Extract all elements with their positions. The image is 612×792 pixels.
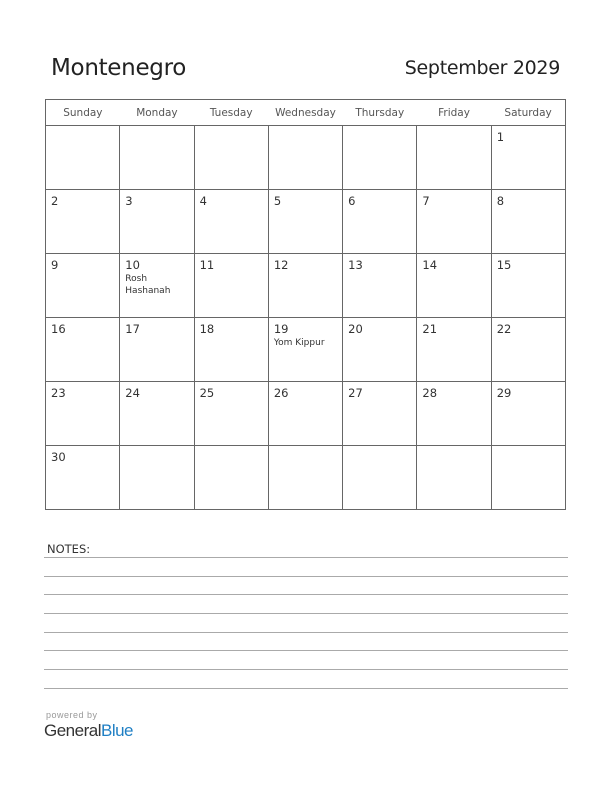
note-line xyxy=(44,669,568,670)
day-number: 4 xyxy=(199,194,207,208)
day-cell[interactable] xyxy=(268,318,342,382)
holiday-label: Rosh Hashanah xyxy=(125,274,171,296)
day-number: 25 xyxy=(199,386,215,400)
day-cell[interactable] xyxy=(46,126,120,190)
day-cell[interactable] xyxy=(120,126,194,190)
day-cell[interactable] xyxy=(417,318,491,382)
week-row xyxy=(46,318,566,382)
day-number: 15 xyxy=(496,258,512,272)
day-number: 9 xyxy=(51,258,59,272)
day-number: 5 xyxy=(273,194,282,208)
weekday-header: Wednesday xyxy=(268,100,342,126)
day-number: 27 xyxy=(348,386,363,400)
day-number: 28 xyxy=(422,386,438,400)
weekday-header: Saturday xyxy=(491,100,565,126)
week-row xyxy=(46,190,566,254)
day-cell[interactable] xyxy=(194,446,268,510)
notes-label: NOTES: xyxy=(47,542,91,556)
day-number: 30 xyxy=(51,450,66,464)
calendar-month-title: September 2029 xyxy=(404,57,560,79)
day-cell[interactable] xyxy=(417,254,491,318)
day-cell[interactable] xyxy=(343,126,417,190)
weekday-header: Sunday xyxy=(46,100,120,126)
day-cell[interactable] xyxy=(268,382,342,446)
day-cell[interactable] xyxy=(491,382,565,446)
day-cell[interactable] xyxy=(120,318,194,382)
day-cell[interactable] xyxy=(417,382,491,446)
day-cell[interactable] xyxy=(268,126,342,190)
day-number: 11 xyxy=(199,258,215,272)
day-cell[interactable] xyxy=(46,318,120,382)
day-cell[interactable] xyxy=(268,446,342,510)
day-number: 18 xyxy=(199,322,215,336)
day-number: 20 xyxy=(348,322,363,336)
day-cell[interactable] xyxy=(343,254,417,318)
day-number: 21 xyxy=(422,322,438,336)
note-line xyxy=(44,594,568,595)
day-number: 22 xyxy=(496,322,512,336)
day-cell[interactable] xyxy=(120,382,194,446)
day-cell[interactable] xyxy=(491,446,565,510)
day-cell[interactable] xyxy=(46,446,120,510)
day-number: 13 xyxy=(348,258,363,272)
day-number: 1 xyxy=(496,130,505,144)
day-cell[interactable] xyxy=(46,382,120,446)
day-cell[interactable] xyxy=(343,190,417,254)
day-number: 16 xyxy=(51,322,66,336)
day-cell[interactable] xyxy=(120,254,194,318)
holiday-label: Yom Kippur xyxy=(273,338,325,348)
brand-blue: Blue xyxy=(100,721,134,740)
day-number: 7 xyxy=(422,194,430,208)
day-cell[interactable] xyxy=(194,190,268,254)
calendar-country-title: Montenegro xyxy=(51,55,187,81)
weekday-header: Monday xyxy=(120,100,194,126)
note-line xyxy=(44,613,568,614)
note-line xyxy=(44,557,568,558)
weekday-header: Thursday xyxy=(343,100,417,126)
day-cell[interactable] xyxy=(491,318,565,382)
day-cell[interactable] xyxy=(343,382,417,446)
day-cell[interactable] xyxy=(268,254,342,318)
day-cell[interactable] xyxy=(46,190,120,254)
day-cell[interactable] xyxy=(417,446,491,510)
day-number: 26 xyxy=(273,386,289,400)
day-number: 29 xyxy=(496,386,512,400)
day-number: 3 xyxy=(125,194,133,208)
day-cell[interactable] xyxy=(491,254,565,318)
day-number: 12 xyxy=(273,258,289,272)
day-number: 23 xyxy=(51,386,66,400)
brand-logo[interactable] xyxy=(44,721,133,741)
brand-general: General xyxy=(44,721,101,740)
week-row xyxy=(46,446,566,510)
weekday-header-row xyxy=(46,100,566,126)
day-cell[interactable] xyxy=(120,190,194,254)
day-cell[interactable] xyxy=(343,318,417,382)
week-row xyxy=(46,254,566,318)
week-row xyxy=(46,382,566,446)
day-number: 8 xyxy=(496,194,505,208)
day-number: 19 xyxy=(273,322,289,336)
day-cell[interactable] xyxy=(194,318,268,382)
day-cell[interactable] xyxy=(46,254,120,318)
day-number: 14 xyxy=(422,258,438,272)
day-cell[interactable] xyxy=(343,446,417,510)
weekday-header: Tuesday xyxy=(194,100,268,126)
day-cell[interactable] xyxy=(268,190,342,254)
note-line xyxy=(44,688,568,689)
day-cell[interactable] xyxy=(194,126,268,190)
powered-by-text: powered by xyxy=(46,710,98,720)
day-number: 24 xyxy=(125,386,140,400)
note-line xyxy=(44,632,568,633)
calendar-grid xyxy=(45,99,566,510)
day-number: 17 xyxy=(125,322,140,336)
day-number: 2 xyxy=(51,194,59,208)
week-row xyxy=(46,126,566,190)
day-cell[interactable] xyxy=(120,446,194,510)
day-cell[interactable] xyxy=(417,190,491,254)
weekday-header: Friday xyxy=(417,100,491,126)
day-cell[interactable] xyxy=(491,126,565,190)
day-cell[interactable] xyxy=(194,382,268,446)
note-line xyxy=(44,576,568,577)
day-cell[interactable] xyxy=(417,126,491,190)
day-cell[interactable] xyxy=(491,190,565,254)
day-number: 6 xyxy=(348,194,356,208)
day-cell[interactable] xyxy=(194,254,268,318)
note-line xyxy=(44,650,568,651)
day-number: 10 xyxy=(125,258,140,272)
